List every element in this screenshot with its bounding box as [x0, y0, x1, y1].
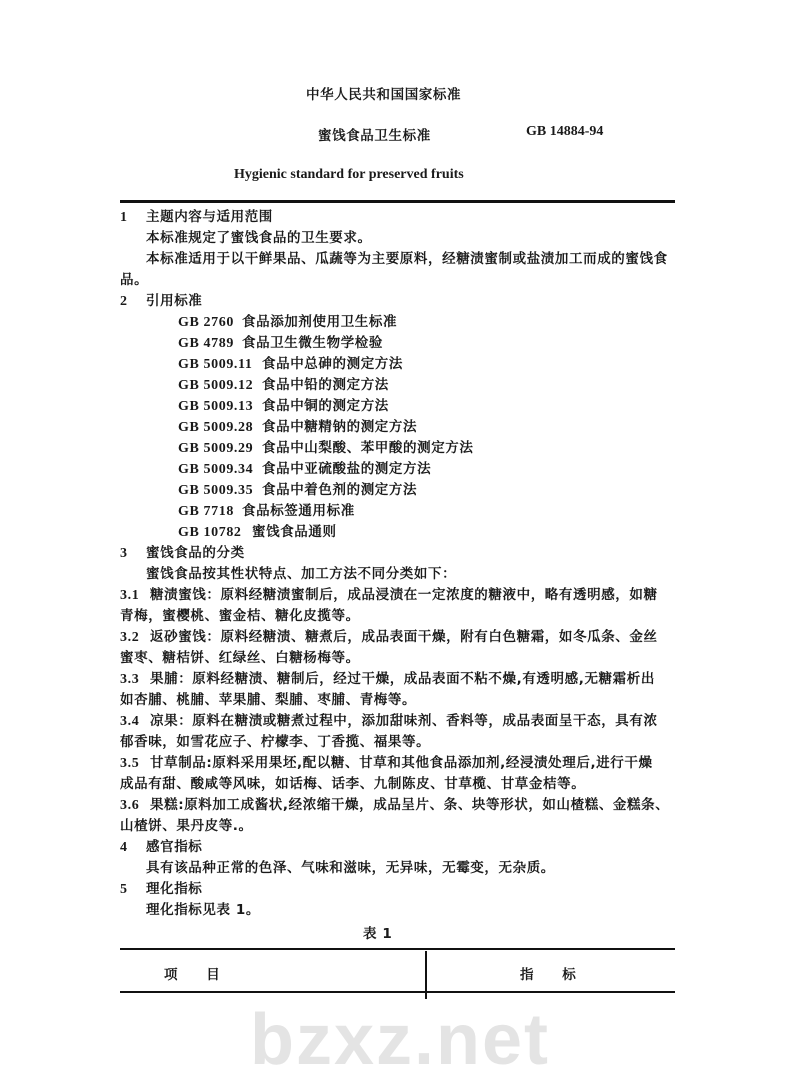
- line-number: GB 5009.11: [178, 357, 253, 372]
- line-number: 3.1: [120, 588, 140, 603]
- line-text: 成品有甜、酸咸等风味，如话梅、话李、九制陈皮、甘草榄、甘草金桔等。: [120, 776, 586, 792]
- line-text: 本标准适用于以干鲜果品、瓜蔬等为主要原料，经糖渍蜜制或盐渍加工而成的蜜饯食: [146, 251, 668, 267]
- line-number: 2: [120, 294, 128, 309]
- line-text: 甘草制品:原料采用果坯,配以糖、甘草和其他食品添加剂,经浸渍处理后,进行干燥: [150, 755, 653, 771]
- line-number: 3.3: [120, 672, 140, 687]
- document-title-en: Hygienic standard for preserved fruits: [234, 167, 464, 182]
- section-heading: [120, 627, 658, 648]
- line-text: 食品中山梨酸、苯甲酸的测定方法: [262, 440, 474, 456]
- line-number: 4: [120, 840, 128, 855]
- paragraph-line: [120, 270, 148, 291]
- reference-item: [178, 480, 417, 501]
- section-heading: [120, 879, 202, 900]
- table-header-value: 指 标: [520, 967, 577, 983]
- watermark: bzxz.net: [250, 1000, 551, 1080]
- header-rule: [120, 200, 675, 203]
- reference-item: [178, 459, 431, 480]
- standard-code: GB 14884-94: [526, 124, 604, 139]
- line-text: 本标准规定了蜜饯食品的卫生要求。: [146, 230, 372, 246]
- line-text: 山楂饼、果丹皮等.。: [120, 818, 253, 834]
- line-text: 糖渍蜜饯：原料经糖渍蜜制后，成品浸渍在一定浓度的糖液中，略有透明感，如糖: [150, 587, 658, 603]
- line-text: 具有该品种正常的色泽、气味和滋味，无异味，无霉变，无杂质。: [146, 860, 555, 876]
- line-number: GB 4789: [178, 336, 234, 351]
- reference-item: [178, 417, 417, 438]
- table-top-rule: [120, 948, 675, 950]
- line-text: 蜜饯食品通则: [252, 524, 337, 540]
- paragraph-line: [120, 732, 430, 753]
- reference-item: [178, 522, 337, 543]
- line-text: 凉果：原料在糖渍或糖煮过程中，添加甜味剂、香料等，成品表面呈干态，具有浓: [150, 713, 658, 729]
- line-text: 蜜枣、糖桔饼、红绿丝、白糖杨梅等。: [120, 650, 360, 666]
- line-number: GB 2760: [178, 315, 234, 330]
- paragraph-line: [120, 648, 360, 669]
- line-text: 食品标签通用标准: [242, 503, 355, 519]
- line-number: 3: [120, 546, 128, 561]
- line-text: 食品卫生微生物学检验: [242, 335, 383, 351]
- line-text: 食品中亚硫酸盐的测定方法: [262, 461, 432, 477]
- section-heading: [120, 207, 273, 228]
- line-text: 食品中着色剂的测定方法: [262, 482, 418, 498]
- line-text: 蜜饯食品的分类: [146, 545, 245, 561]
- line-number: GB 5009.34: [178, 462, 254, 477]
- national-standard-label: 中华人民共和国国家标准: [306, 87, 462, 103]
- paragraph-line: [146, 228, 372, 249]
- line-text: 理化指标见表 1。: [146, 902, 260, 918]
- section-heading: [120, 669, 655, 690]
- line-number: 3.6: [120, 798, 140, 813]
- line-text: 理化指标: [146, 881, 203, 897]
- line-number: GB 5009.29: [178, 441, 254, 456]
- reference-item: [178, 354, 403, 375]
- line-number: GB 5009.13: [178, 399, 254, 414]
- section-heading: [120, 585, 658, 606]
- paragraph-line: [146, 900, 260, 921]
- line-text: 食品中总砷的测定方法: [262, 356, 403, 372]
- paragraph-line: [146, 249, 668, 270]
- line-number: GB 7718: [178, 504, 234, 519]
- table-header-rule: [120, 991, 675, 993]
- paragraph-line: [120, 606, 360, 627]
- line-number: 5: [120, 882, 128, 897]
- line-text: 如杏脯、桃脯、苹果脯、梨脯、枣脯、青梅等。: [120, 692, 417, 708]
- document-title-cn: 蜜饯食品卫生标准: [318, 128, 431, 144]
- line-text: 郁香味，如雪花应子、柠檬李、丁香揽、福果等。: [120, 734, 431, 750]
- line-text: 引用标准: [146, 293, 203, 309]
- line-number: GB 5009.35: [178, 483, 254, 498]
- paragraph-line: [120, 690, 416, 711]
- line-text: 食品添加剂使用卫生标准: [242, 314, 398, 330]
- line-text: 食品中铜的测定方法: [262, 398, 389, 414]
- table-caption: 表 1: [363, 926, 393, 942]
- line-text: 食品中糖精钠的测定方法: [262, 419, 418, 435]
- paragraph-line: [120, 816, 253, 837]
- paragraph-line: [120, 774, 585, 795]
- line-text: 主题内容与适用范围: [146, 209, 273, 225]
- reference-item: [178, 438, 474, 459]
- section-heading: [120, 837, 202, 858]
- paragraph-line: [146, 564, 456, 585]
- line-number: 3.2: [120, 630, 140, 645]
- line-text: 返砂蜜饯：原料经糖渍、糖煮后，成品表面干燥，附有白色糖霜，如冬瓜条、金丝: [150, 629, 658, 645]
- line-text: 青梅，蜜樱桃、蜜金桔、糖化皮揽等。: [120, 608, 360, 624]
- line-number: 3.4: [120, 714, 140, 729]
- line-number: GB 5009.28: [178, 420, 254, 435]
- line-text: 蜜饯食品按其性状特点、加工方法不同分类如下：: [146, 566, 457, 582]
- paragraph-line: [146, 858, 555, 879]
- reference-item: [178, 501, 355, 522]
- reference-item: [178, 312, 397, 333]
- line-text: 品。: [120, 272, 149, 288]
- table-header-item: 项 目: [164, 967, 221, 983]
- line-number: 3.5: [120, 756, 140, 771]
- section-heading: [120, 291, 202, 312]
- section-heading: [120, 795, 669, 816]
- line-number: GB 5009.12: [178, 378, 254, 393]
- line-text: 果糕:原料加工成酱状,经浓缩干燥，成品呈片、条、块等形状，如山楂糕、金糕条、: [150, 797, 670, 813]
- line-number: GB 10782: [178, 525, 242, 540]
- line-text: 感官指标: [146, 839, 203, 855]
- section-heading: [120, 711, 658, 732]
- section-heading: [120, 753, 653, 774]
- line-text: 食品中铅的测定方法: [262, 377, 389, 393]
- reference-item: [178, 375, 389, 396]
- section-heading: [120, 543, 245, 564]
- reference-item: [178, 396, 389, 417]
- line-text: 果脯：原料经糖渍、糖制后，经过干燥，成品表面不粘不燥,有透明感,无糖霜析出: [150, 671, 655, 687]
- reference-item: [178, 333, 383, 354]
- line-number: 1: [120, 210, 128, 225]
